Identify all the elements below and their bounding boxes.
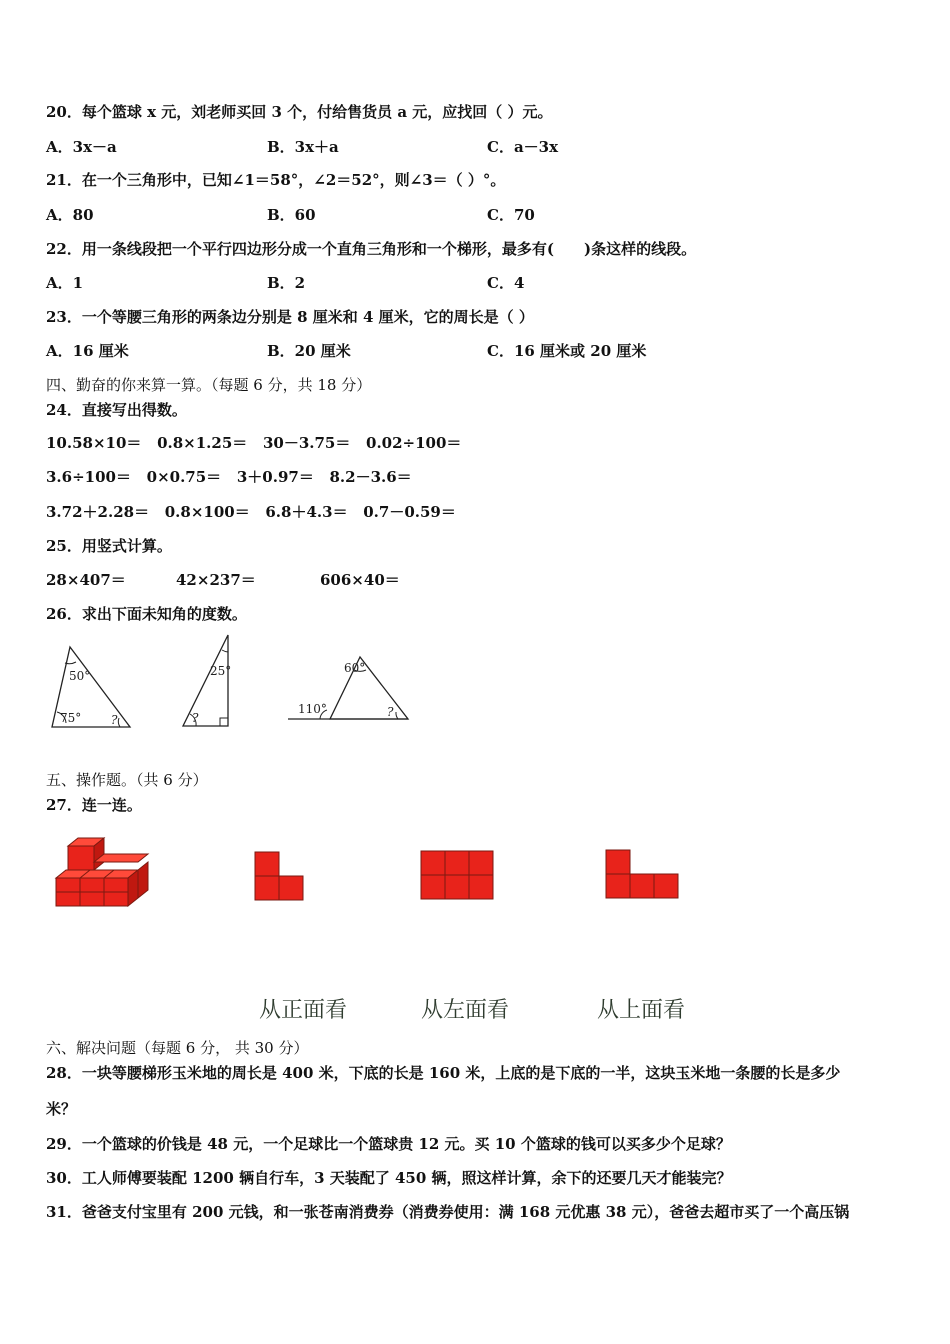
q24-row-2: 3.6÷100＝ 0×0.75＝ 3＋0.97＝ 8.2－3.6＝	[46, 468, 412, 486]
q26-triangles-figure	[40, 630, 420, 735]
q27-stem: 27．连一连。	[46, 796, 142, 814]
q20-option-a[interactable]: A．3x－a	[46, 138, 117, 156]
triangle-3-top-label: 60°	[344, 661, 366, 675]
view-label-left: 从左面看	[421, 998, 510, 1023]
view-shape-l-small	[254, 851, 306, 903]
q22-option-a[interactable]: A．1	[46, 274, 84, 292]
q30-stem: 30．工人师傅要装配 1200 辆自行车，3 天装配了 450 辆，照这样计算，余下的还要几天才能装完？	[46, 1169, 732, 1187]
q22-option-c[interactable]: C．4	[487, 274, 525, 292]
q26-stem: 26．求出下面未知角的度数。	[46, 605, 247, 623]
triangle-2-right-angle-mark	[220, 718, 228, 726]
q23-stem: 23．一个等腰三角形的两条边分别是 8 厘米和 4 厘米，它的周长是（ ）	[46, 308, 534, 326]
q21-option-b[interactable]: B．60	[267, 206, 316, 224]
q24-stem: 24．直接写出得数。	[46, 401, 187, 419]
section4-title: 四、勤奋的你来算一算。（每题 6 分，共 18 分）	[46, 376, 372, 394]
q24-row-3: 3.72＋2.28＝ 0.8×100＝ 6.8＋4.3＝ 0.7－0.59＝	[46, 503, 456, 521]
q23-option-a[interactable]: A．16 厘米	[46, 342, 129, 360]
q20-stem: 20．每个篮球 x 元，刘老师买回 3 个，付给售货员 a 元，应找回（ ）元。	[46, 103, 553, 121]
q20-option-b[interactable]: B．3x＋a	[267, 138, 339, 156]
view-label-top: 从上面看	[597, 998, 686, 1023]
q25-item-3: 606×40＝	[320, 571, 400, 589]
view-label-front: 从正面看	[259, 998, 348, 1023]
q31-stem: 31．爸爸支付宝里有 200 元钱，和一张苍南消费券（消费券使用：满 168 元优惠 38 元），爸爸去超市买了一个高压锅	[46, 1203, 850, 1221]
q29-stem: 29．一个篮球的价钱是 48 元，一个足球比一个篮球贵 12 元。买 10 个篮球的钱可以买多少个足球？	[46, 1135, 731, 1153]
q28-line-2: 米？	[46, 1100, 77, 1118]
q23-option-b[interactable]: B．20 厘米	[267, 342, 351, 360]
triangle-1-right-label: ?	[111, 713, 118, 727]
section5-title: 五、操作题。（共 6 分）	[46, 771, 208, 789]
q22-stem: 22．用一条线段把一个平行四边形分成一个直角三角形和一个梯形，最多有( )条这样的线段。	[46, 240, 697, 258]
q24-row-1: 10.58×10＝ 0.8×1.25＝ 30－3.75＝ 0.02÷100＝	[46, 434, 462, 452]
q21-option-a[interactable]: A．80	[46, 206, 94, 224]
triangle-1-top-label: 50°	[69, 669, 91, 683]
view-shape-l-long	[605, 849, 681, 901]
q28-line-1: 28．一块等腰梯形玉米地的周长是 400 米，下底的长是 160 米，上底的是下底的一半，这块玉米地一条腰的长是多少	[46, 1064, 841, 1082]
q23-option-c[interactable]: C．16 厘米或 20 厘米	[487, 342, 647, 360]
q21-stem: 21．在一个三角形中，已知∠1＝58°，∠2＝52°，则∠3＝（ ）°。	[46, 171, 506, 189]
triangle-2-bottom-label: ?	[192, 711, 199, 725]
triangle-3	[330, 657, 408, 719]
triangle-3-exterior-label: 110°	[298, 702, 327, 716]
triangle-2-top-arc	[222, 650, 228, 652]
q21-option-c[interactable]: C．70	[487, 206, 535, 224]
triangle-2-top-label: 25°	[210, 664, 232, 678]
q25-stem: 25．用竖式计算。	[46, 537, 172, 555]
triangle-1-right-arc	[118, 718, 120, 727]
q25-item-1: 28×407＝	[46, 571, 126, 589]
q20-option-c[interactable]: C．a－3x	[487, 138, 559, 156]
triangle-3-right-label: ?	[387, 705, 394, 719]
cube-stack-3d	[50, 836, 152, 912]
q25-item-2: 42×237＝	[176, 571, 256, 589]
q22-option-b[interactable]: B．2	[267, 274, 306, 292]
triangle-2	[183, 635, 228, 726]
triangle-1-left-label: 75°	[60, 711, 82, 725]
view-shape-3x2-grid	[420, 850, 496, 902]
triangle-3-right-arc	[396, 712, 398, 719]
section6-title: 六、解决问题（每题 6 分， 共 30 分）	[46, 1039, 309, 1057]
